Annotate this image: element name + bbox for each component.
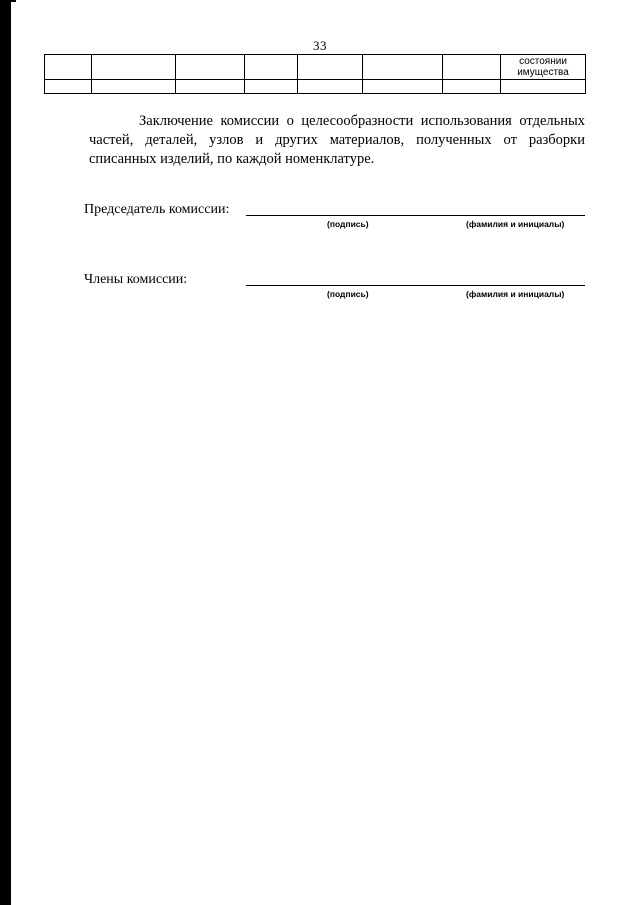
conclusion-text: Заключение комиссии о целесообразности использования отдельных частей, деталей, узлов и других материалов, полученных от разборки списанных изделий, по каждой номенклатуре.: [89, 113, 585, 167]
table-cell-condition: состоянии имущества: [501, 55, 586, 80]
table-cell: [443, 55, 501, 80]
table-cell: [363, 55, 443, 80]
table-cell: [92, 80, 176, 94]
scan-mark: [11, 0, 16, 2]
table-cell: [443, 80, 501, 94]
table-cell: [245, 80, 298, 94]
members-name-caption: (фамилия и инициалы): [466, 289, 565, 299]
table-row: [45, 80, 586, 94]
table-cell: [92, 55, 176, 80]
table-cell: [45, 80, 92, 94]
conclusion-paragraph: [89, 112, 585, 169]
members-signature-caption: (подпись): [327, 289, 369, 299]
table-cell: [176, 80, 245, 94]
table-cell: [298, 80, 363, 94]
table-row: [45, 55, 586, 80]
chairman-signature-caption: (подпись): [327, 219, 369, 229]
inventory-table: [44, 54, 586, 94]
table-cell: [176, 55, 245, 80]
page-number: 33: [313, 38, 327, 53]
table-cell: [45, 55, 92, 80]
scan-edge: [0, 0, 11, 905]
members-signature-line: [246, 285, 585, 286]
table-cell: [501, 80, 586, 94]
members-label: Члены комиссии:: [84, 272, 188, 287]
chairman-signature-line: [246, 215, 585, 216]
chairman-name-caption: (фамилия и инициалы): [466, 219, 565, 229]
table-cell: [245, 55, 298, 80]
table-cell: [298, 55, 363, 80]
table-cell: [363, 80, 443, 94]
chairman-label: Председатель комиссии:: [84, 202, 230, 217]
